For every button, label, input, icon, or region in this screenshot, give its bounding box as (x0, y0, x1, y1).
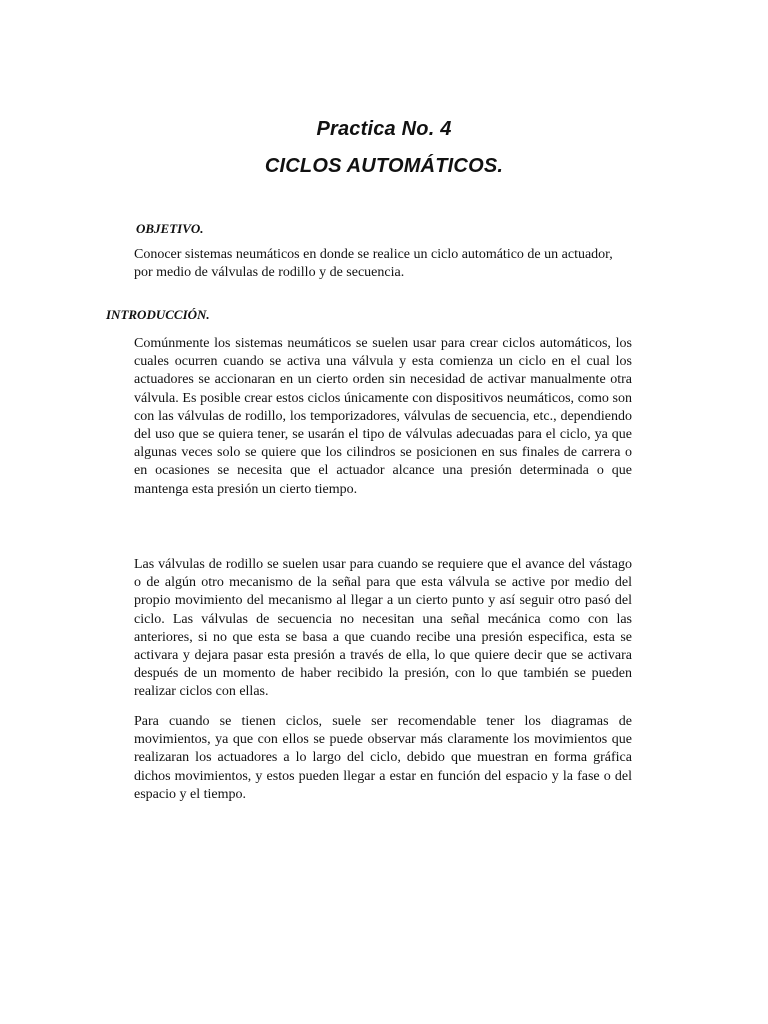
introduction-paragraph: Para cuando se tienen ciclos, suele ser recomendable tener los diagramas de movimientos, ya que con ellos se puede observar más claramente los movimientos que realizaran los actuadores a lo largo del ciclo, debido que muestran en forma gráfica dichos movimientos, y estos pueden llegar a estar en función del espacio y la fase o del espacio y el tiempo. (134, 714, 632, 802)
document-title: Practica No. 4 (316, 118, 452, 140)
introduction-paragraph: Las válvulas de rodillo se suelen usar para cuando se requiere que el avance del vástago o de algún otro mecanismo de la señal para que esta válvula se active por medio del propio movimiento del mecanismo al llegar a un cierto punto y así seguir otro pasó del ciclo. Las válvulas de secuencia no necesitan una señal mecánica como con las anteriores, si no que esta se basa a que cuando recibe una presión especifica, esta se activara y dejara pasar esta presión a través de ella, lo que quiere decir que se activara después de un momento de haber recibido la presión, con lo que también se pueden realizar ciclos con ellas. (134, 557, 632, 700)
objective-paragraph: Conocer sistemas neumáticos en donde se realice un ciclo automático de un actuador, por medio de válvulas de rodillo y de secuencia. (134, 247, 613, 281)
objective-heading: OBJETIVO. (136, 221, 204, 236)
introduction-heading: INTRODUCCIÓN. (106, 307, 210, 322)
introduction-paragraph: Comúnmente los sistemas neumáticos se suelen usar para crear ciclos automáticos, los cuales ocurren cuando se activa una válvula y esta comienza un ciclo en el cual los actuadores se accionaran en un cierto orden sin necesidad de activar manualmente otra válvula. Es posible crear estos ciclos únicamente con dispositivos neumáticos, como son con las válvulas de rodillo, los temporizadores, válvulas de secuencia, etc., dependiendo del uso que se quiera tener, se usarán el tipo de válvulas adecuadas para el ciclo, ya que algunas veces solo se quiere que los cilindros se posicionen en sus finales de carrera o en ocasiones se necesita que el actuador alcance una presión determinada o que mantenga esta presión un cierto tiempo. (134, 336, 632, 497)
document-subtitle: CICLOS AUTOMÁTICOS. (264, 155, 504, 177)
